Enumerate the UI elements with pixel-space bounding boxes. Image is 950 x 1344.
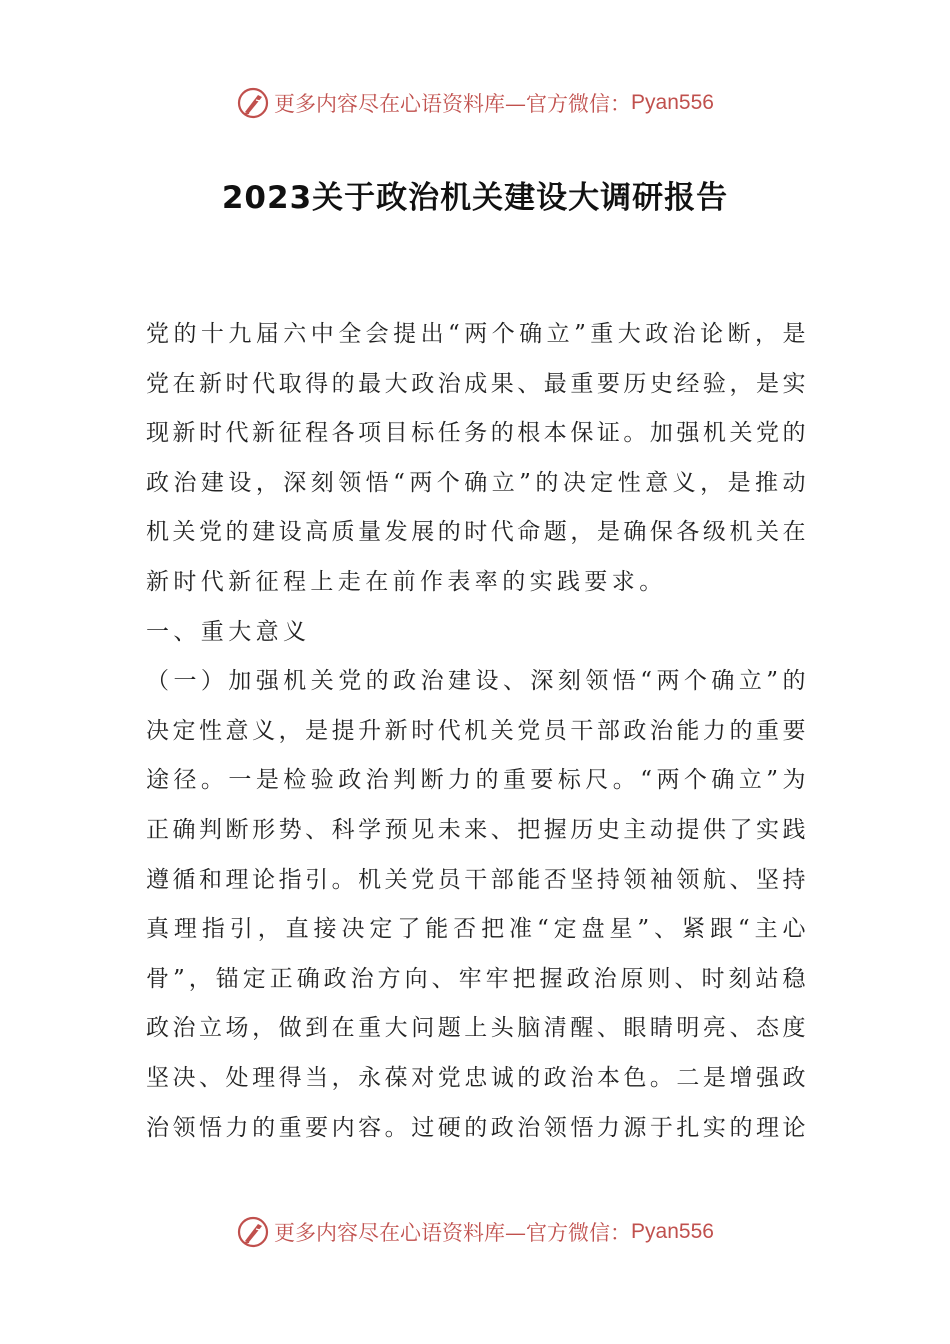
watermark-footer bbox=[0, 1212, 950, 1252]
paragraph-line: 党在新时代取得的最大政治成果、最重要历史经验，是实 bbox=[146, 370, 806, 397]
paragraph-line: 真理指引，直接决定了能否把准“定盘星”、紧跟“主心 bbox=[146, 916, 806, 943]
paragraph-line: 政治建设，深刻领悟“两个确立”的决定性意义，是推动 bbox=[146, 469, 806, 496]
paragraph-line: 遵循和理论指引。机关党员干部能否坚持领袖领航、坚持 bbox=[146, 866, 806, 893]
paragraph-line: （一）加强机关党的政治建设、深刻领悟“两个确立”的 bbox=[146, 668, 806, 695]
paragraph-line: 骨”，锚定正确政治方向、牢牢把握政治原则、时刻站稳 bbox=[146, 965, 806, 992]
watermark-wechat-id: Pyan556 bbox=[631, 91, 714, 114]
paragraph-line: 途径。一是检验政治判断力的重要标尺。“两个确立”为 bbox=[146, 767, 806, 794]
document-body bbox=[146, 310, 806, 1153]
watermark-header bbox=[0, 83, 950, 123]
quill-logo-icon bbox=[236, 86, 270, 120]
document-title: 2023关于政治机关建设大调研报告 bbox=[221, 180, 729, 216]
paragraph-line: 坚决、处理得当，永葆对党忠诚的政治本色。二是增强政 bbox=[146, 1064, 806, 1091]
paragraph-line: 政治立场，做到在重大问题上头脑清醒、眼睛明亮、态度 bbox=[146, 1015, 806, 1042]
section-heading: 一、重大意义 bbox=[146, 618, 311, 645]
paragraph-line: 治领悟力的重要内容。过硬的政治领悟力源于扎实的理论 bbox=[146, 1114, 806, 1141]
paragraph-line: 现新时代新征程各项目标任务的根本保证。加强机关党的 bbox=[146, 420, 806, 447]
paragraph-line: 正确判断形势、科学预见未来、把握历史主动提供了实践 bbox=[146, 816, 806, 843]
paragraph-line: 机关党的建设高质量发展的时代命题，是确保各级机关在 bbox=[146, 519, 806, 546]
watermark-text: 更多内容尽在心语资料库—官方微信： bbox=[274, 92, 632, 116]
paragraph-line: 新时代新征程上走在前作表率的实践要求。 bbox=[146, 568, 667, 595]
watermark-wechat-id: Pyan556 bbox=[631, 1220, 714, 1243]
watermark-text: 更多内容尽在心语资料库—官方微信： bbox=[274, 1221, 632, 1245]
quill-logo-icon bbox=[236, 1215, 270, 1249]
paragraph-line: 党的十九届六中全会提出“两个确立”重大政治论断，是 bbox=[146, 321, 806, 347]
paragraph-line: 决定性意义，是提升新时代机关党员干部政治能力的重要 bbox=[146, 717, 806, 744]
